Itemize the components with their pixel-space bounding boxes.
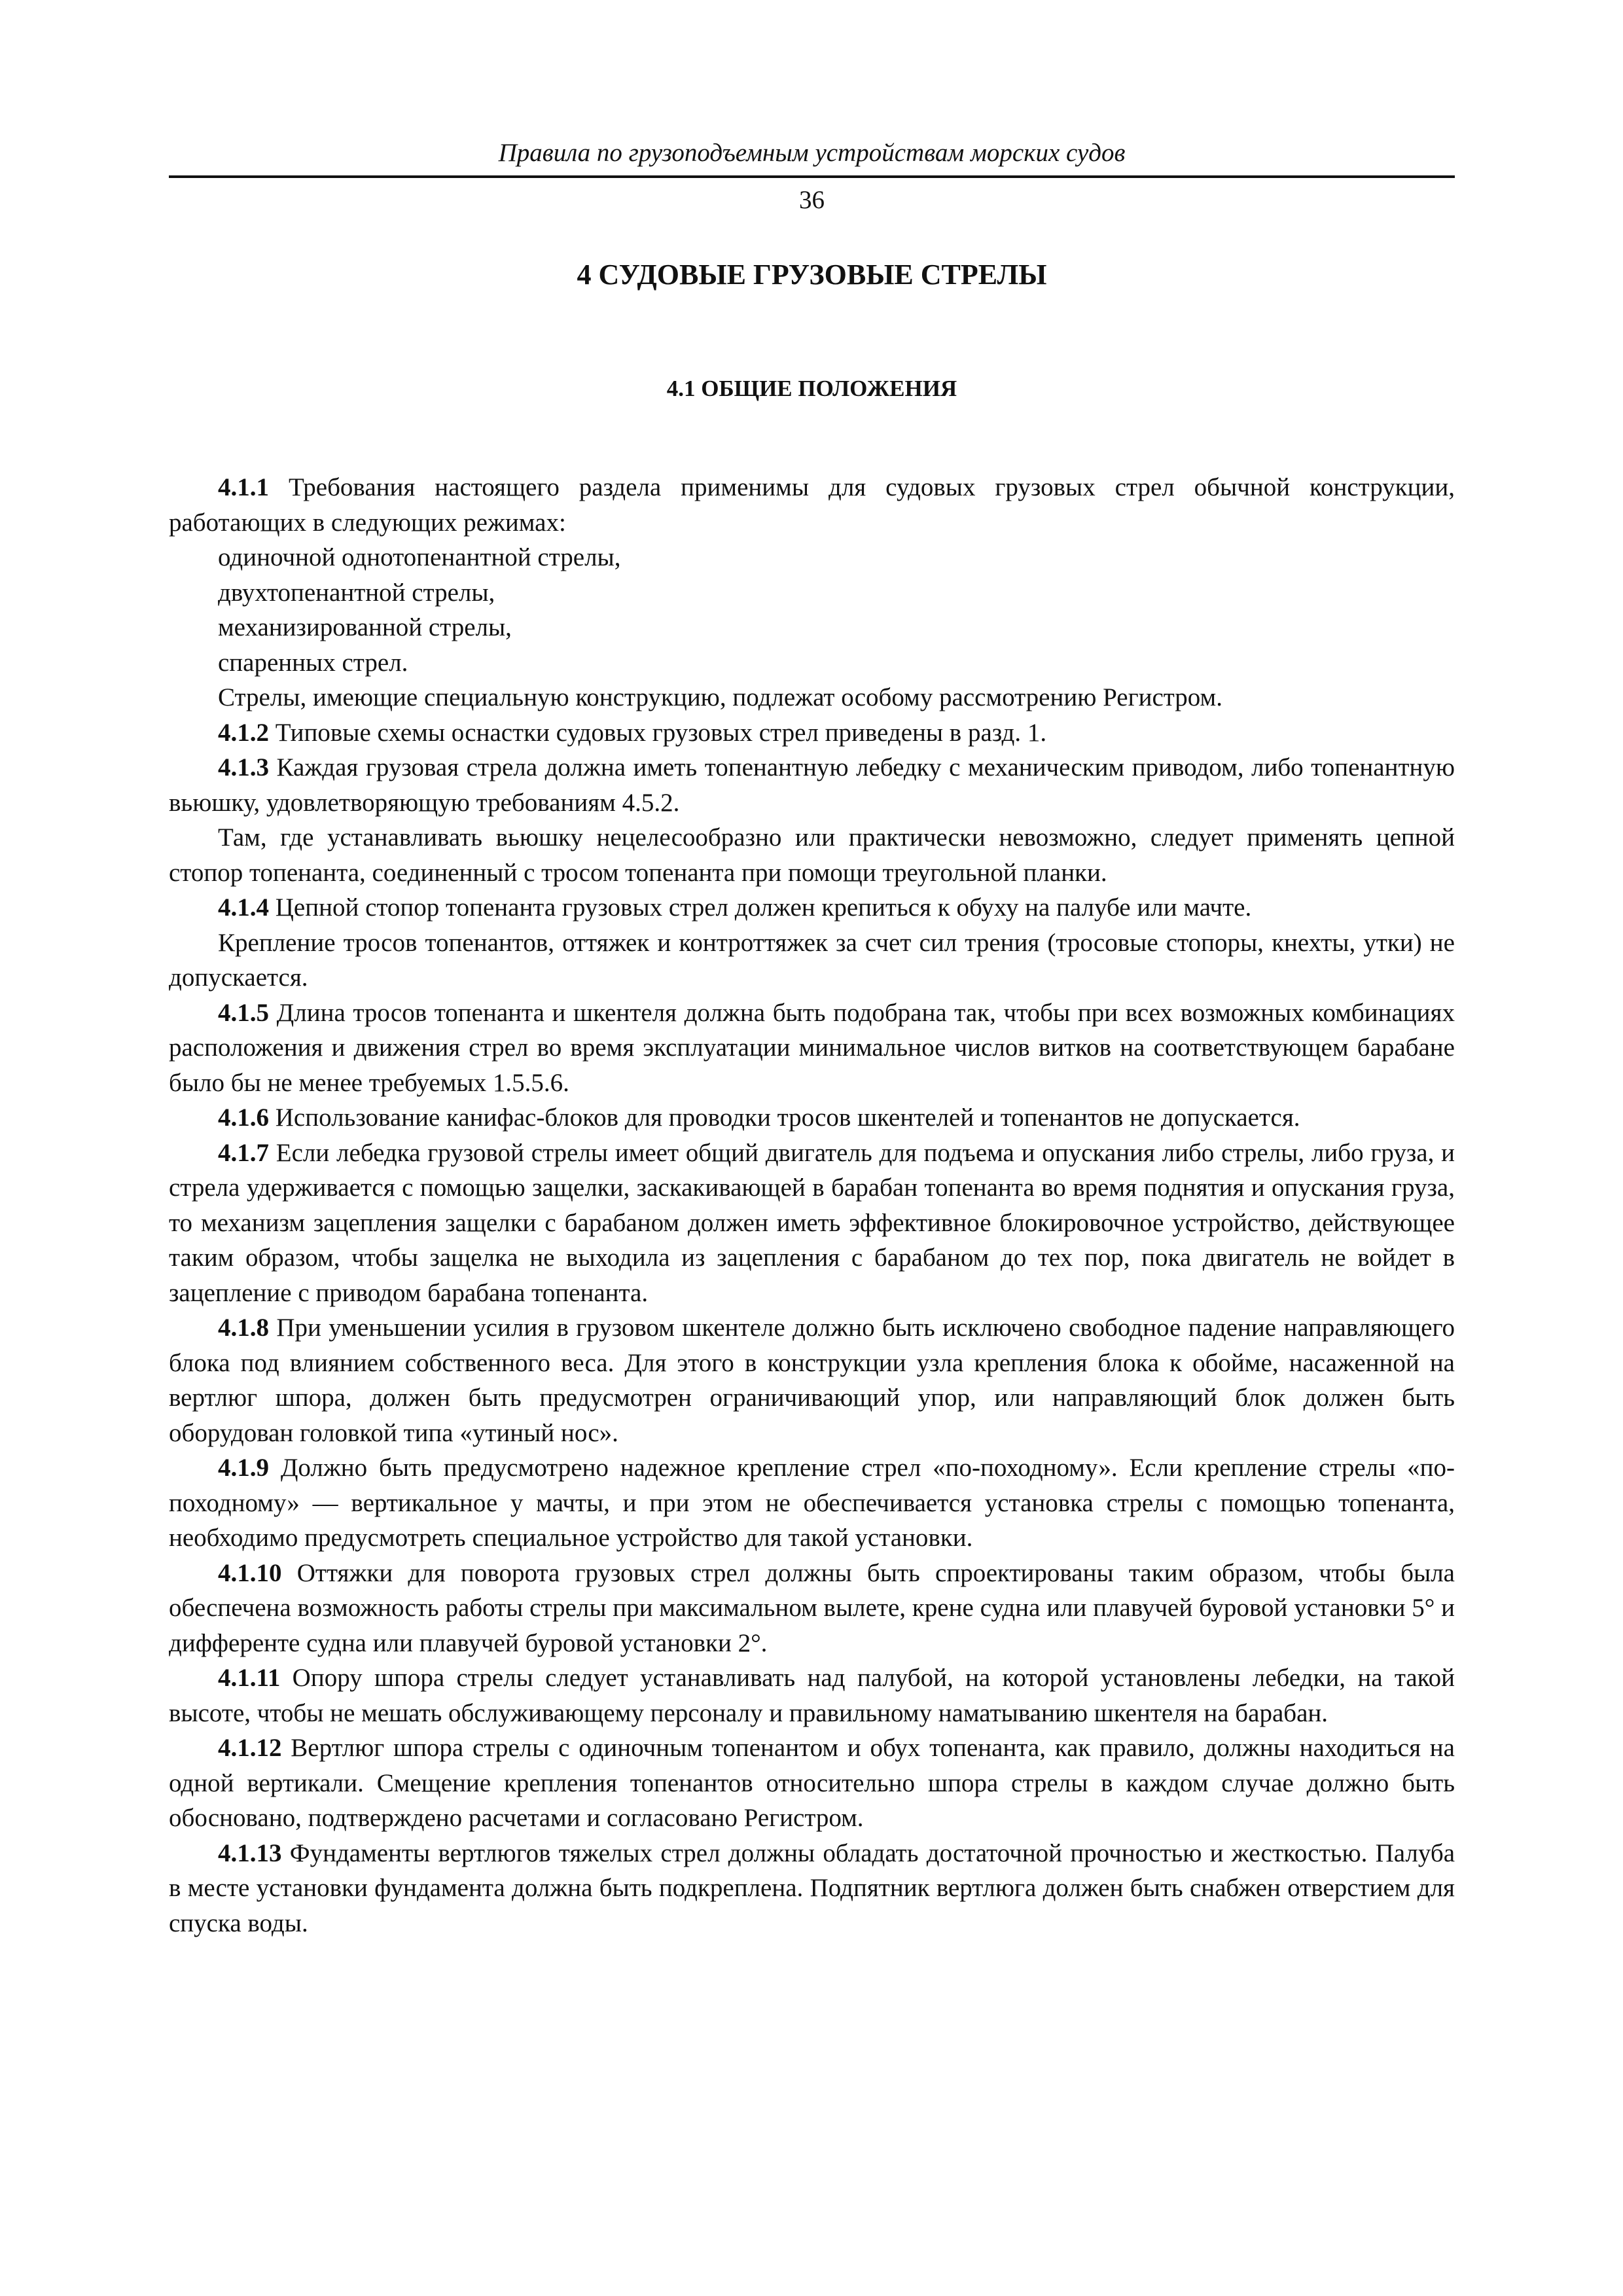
paragraph-text: Типовые схемы оснастки судовых грузовых стрел приведены в разд. 1. <box>269 718 1047 747</box>
paragraph-4-1-9 <box>169 1450 1455 1556</box>
paragraph-text: Использование канифас-блоков для проводки тросов шкентелей и топенантов не допускается. <box>269 1103 1300 1132</box>
paragraph-4-1-2 <box>169 715 1455 751</box>
list-item <box>169 645 1455 681</box>
paragraph-text: механизированной стрелы, <box>218 613 512 641</box>
paragraph-number: 4.1.6 <box>218 1103 269 1132</box>
paragraph-4-1-12 <box>169 1731 1455 1836</box>
paragraph <box>169 820 1455 890</box>
paragraph-text: Длина тросов топенанта и шкентеля должна быть подобрана так, чтобы при всех возможных комбинациях расположения и движения стрел во время эксплуатации минимальное числов витков на соответствующем барабане было бы не менее требуемых 1.5.5.6. <box>169 998 1455 1097</box>
paragraph-number: 4.1.11 <box>218 1664 281 1692</box>
paragraph-text: Если лебедка грузовой стрелы имеет общий двигатель для подъема и опускания либо стрелы, либо груза, и стрела удерживается с помощью защелки, заскакивающей в барабан топенанта во время поднятия и опускания груза, то механизм зацепления защелки с барабаном должен иметь эффективное блокировочное устройство, действующее таким образом, чтобы защелка не выходила из зацепления с барабаном до тех пор, пока двигатель не войдет в зацепление с приводом барабана топенанта. <box>169 1138 1455 1307</box>
paragraph-number: 4.1.10 <box>218 1558 282 1587</box>
paragraph-text: При уменьшении усилия в грузовом шкентеле должно быть исключено свободное падение направляющего блока под влиянием собственного веса. Для этого в конструкции узла крепления блока к обойме, насаженной на вертлюг шпора, должен быть предусмотрен ограничивающий упор, или направляющий блок должен быть оборудован головкой типа «утиный нос». <box>169 1314 1455 1447</box>
paragraph-text: двухтопенантной стрелы, <box>218 578 495 607</box>
paragraph-number: 4.1.5 <box>218 998 269 1027</box>
list-item <box>169 575 1455 611</box>
chapter-title: 4 СУДОВЫЕ ГРУЗОВЫЕ СТРЕЛЫ <box>577 259 1047 291</box>
paragraph-number: 4.1.3 <box>218 753 269 781</box>
paragraph-text: одиночной однотопенантной стрелы, <box>218 543 621 571</box>
paragraph-text: Фундаменты вертлюгов тяжелых стрел должны обладать достаточной прочностью и жесткостью. Палуба в месте установки фундамента должна быть подкреплена. Подпятник вертлюга должен быть снабжен отверстием для спуска воды. <box>169 1839 1455 1937</box>
paragraph-4-1-4 <box>169 890 1455 925</box>
paragraph-4-1-7 <box>169 1136 1455 1311</box>
paragraph-text: Вертлюг шпора стрелы с одиночным топенантом и обух топенанта, как правило, должны находиться на одной вертикали. Смещение крепления топенантов относительно шпора стрелы в каждом случае должно быть обосновано, подтверждено расчетами и согласовано Регистром. <box>169 1734 1455 1832</box>
paragraph <box>169 925 1455 996</box>
paragraph-text: Крепление тросов топенантов, оттяжек и контроттяжек за счет сил трения (тросовые стопоры, кнехты, утки) не допускается. <box>169 928 1455 992</box>
paragraph-text: Требования настоящего раздела применимы для судовых грузовых стрел обычной конструкции, работающих в следующих режимах: <box>169 473 1455 537</box>
paragraph-text: Там, где устанавливать вьюшку нецелесообразно или практически невозможно, следует применять цепной стопор топенанта, соединенный с тросом топенанта при помощи треугольной планки. <box>169 823 1455 887</box>
body-text <box>169 470 1455 1941</box>
paragraph-4-1-5 <box>169 996 1455 1101</box>
paragraph-text: Каждая грузовая стрела должна иметь топенантную лебедку с механическим приводом, либо топенантную вьюшку, удовлетворяющую требованиям 4.5.2. <box>169 753 1455 817</box>
paragraph-4-1-10 <box>169 1556 1455 1661</box>
running-header: Правила по грузоподъемным устройствам морских судов <box>498 139 1126 167</box>
paragraph-number: 4.1.4 <box>218 893 269 922</box>
paragraph-text: Опору шпора стрелы следует устанавливать над палубой, на которой установлены лебедки, на такой высоте, чтобы не мешать обслуживающему персоналу и правильному наматыванию шкентеля на барабан. <box>169 1664 1455 1727</box>
paragraph-4-1-11 <box>169 1660 1455 1731</box>
paragraph-text: Цепной стопор топенанта грузовых стрел должен крепиться к обуху на палубе или мачте. <box>269 893 1252 922</box>
paragraph-text: Должно быть предусмотрено надежное крепление стрел «по-походному». Если крепление стрелы «по-походному» — вертикальное у мачты, и при этом не обеспечивается установка стрелы с помощью топенанта, необходимо предусмотреть специальное устройство для такой установки. <box>169 1454 1455 1552</box>
paragraph-4-1-13 <box>169 1836 1455 1941</box>
paragraph-number: 4.1.9 <box>218 1454 269 1482</box>
paragraph-number: 4.1.1 <box>218 473 269 501</box>
paragraph-text: спаренных стрел. <box>218 648 408 677</box>
header-rule <box>169 175 1455 178</box>
paragraph-text: Оттяжки для поворота грузовых стрел должны быть спроектированы таким образом, чтобы была обеспечена возможность работы стрелы при максимальном вылете, крене судна или плавучей буровой установки 5° и дифференте судна или плавучей буровой установки 2°. <box>169 1558 1455 1657</box>
paragraph-number: 4.1.7 <box>218 1138 269 1167</box>
paragraph-text: Стрелы, имеющие специальную конструкцию, подлежат особому рассмотрению Регистром. <box>218 683 1222 711</box>
paragraph-4-1-1 <box>169 470 1455 540</box>
paragraph <box>169 680 1455 715</box>
page-number: 36 <box>799 186 825 214</box>
paragraph-4-1-6 <box>169 1100 1455 1136</box>
list-item <box>169 610 1455 645</box>
paragraph-4-1-3 <box>169 750 1455 820</box>
section-title: 4.1 ОБЩИЕ ПОЛОЖЕНИЯ <box>666 376 957 401</box>
list-item <box>169 540 1455 575</box>
paragraph-4-1-8 <box>169 1310 1455 1450</box>
paragraph-number: 4.1.8 <box>218 1314 269 1342</box>
paragraph-number: 4.1.2 <box>218 718 269 747</box>
paragraph-number: 4.1.13 <box>218 1839 282 1867</box>
paragraph-number: 4.1.12 <box>218 1734 282 1762</box>
